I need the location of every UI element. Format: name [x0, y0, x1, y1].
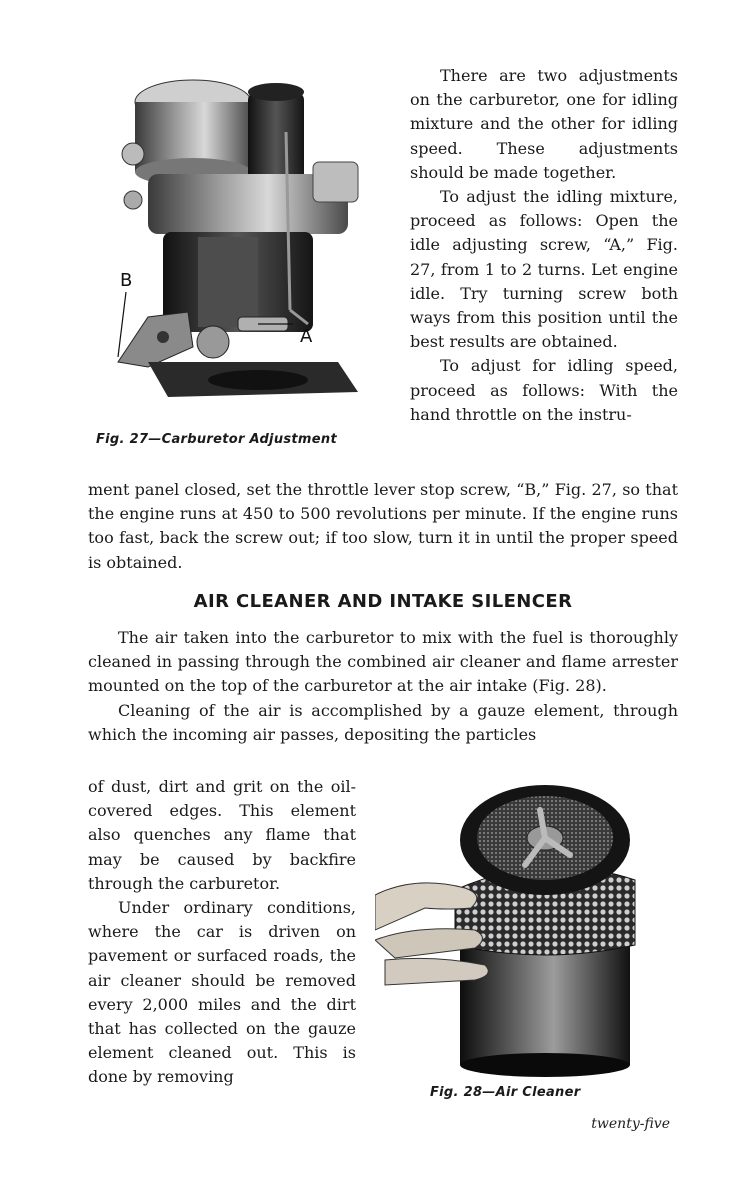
air-cleaner-intro	[88, 626, 678, 747]
paragraph-cleaning-interval: Under ordinary conditions, where the car is driven on pavement or surfaced roads, the air cleaner should be removed every 2,000 miles and the dirt that has collected on the gauze element cleaned out. This is done by removing	[88, 898, 356, 1087]
air-cleaner-figure	[375, 780, 665, 1080]
callout-a-label: A	[300, 326, 313, 347]
section-heading: AIR CLEANER AND INTAKE SILENCER	[193, 591, 573, 612]
paragraph-gauze-cont: of dust, dirt and grit on the oil-covered edges. This element also quenches any flame that may be caused by backfire through the carburetor.	[88, 777, 356, 893]
paragraph-air-cleaner: The air taken into the carburetor to mix with the fuel is thoroughly cleaned in passing through the combined air cleaner and flame arrester mounted on the top of the carburetor at the air intake (Fig. 28).	[88, 628, 678, 696]
air-cleaner-text	[88, 775, 356, 1090]
carburetor-adjustment-text	[410, 64, 678, 427]
carburetor-figure	[108, 62, 368, 422]
figure-27-caption: Fig. 27—Carburetor Adjustment	[96, 432, 337, 447]
page-number: twenty-five	[591, 1116, 670, 1132]
callout-b-label: B	[120, 270, 133, 291]
idle-speed-continuation	[88, 478, 678, 575]
paragraph-idle-mixture: To adjust the idling mixture, proceed as follows: Open the idle adjusting screw, “A,” Fig. 27, from 1 to 2 turns. Let engine idle. Try turning screw both ways from this position until the best results are obtained.	[410, 187, 678, 352]
figure-28-caption: Fig. 28—Air Cleaner	[430, 1085, 581, 1100]
paragraph-adjustments: There are two adjustments on the carburetor, one for idling mixture and the other for idling speed. These adjustments should be made together.	[410, 66, 678, 182]
paragraph-idle-speed-start: To adjust for idling speed, proceed as follows: With the hand throttle on the instru-	[410, 356, 678, 424]
paragraph-gauze-start: Cleaning of the air is accomplished by a gauze element, through which the incoming air passes, depositing the particles	[88, 700, 678, 744]
paragraph-idle-speed-cont: ment panel closed, set the throttle lever stop screw, “B,” Fig. 27, so that the engine runs at 450 to 500 revolutions per minute. If the engine runs too fast, back the screw out; if too slow, turn it in until the proper speed is obtained.	[88, 480, 678, 572]
